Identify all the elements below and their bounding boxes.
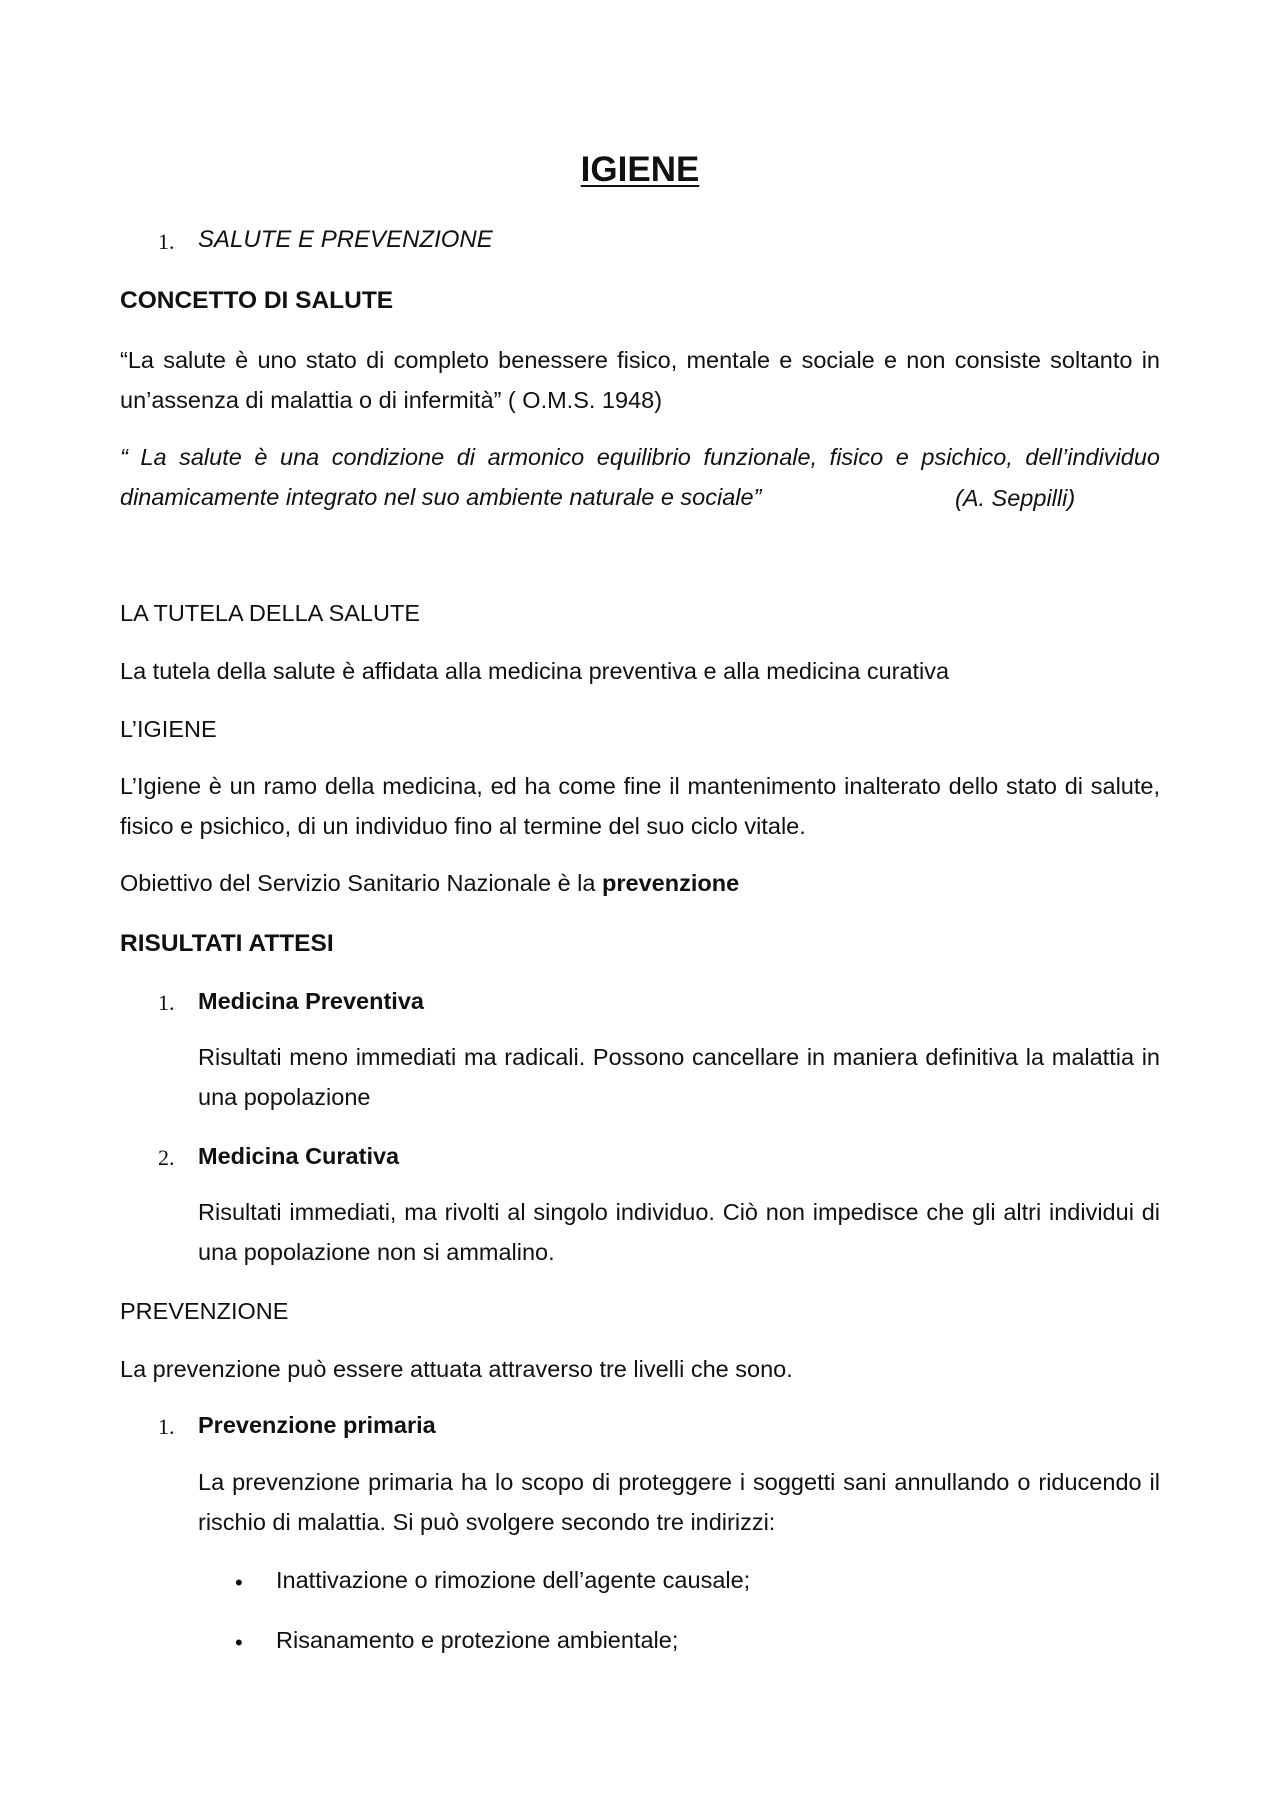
risultati-item-number: 1. — [158, 990, 175, 1015]
quote-oms: “La salute è uno stato di completo benessere fisico, mentale e sociale e non consiste soltanto in un’assenza di malattia o di infermità” ( O.M.S. 1948) — [120, 347, 1160, 413]
tutela-heading: LA TUTELA DELLA SALUTE — [120, 600, 420, 626]
bullet-icon: • — [235, 1630, 243, 1655]
quote-seppilli-author: (A. Seppilli) — [955, 485, 1076, 511]
objective-prefix: Obiettivo del Servizio Sanitario Nazionale è la — [120, 870, 596, 896]
section-heading: SALUTE E PREVENZIONE — [198, 226, 493, 253]
risultati-item-text: Risultati meno immediati ma radicali. Possono cancellare in maniera definitiva la malattia in una popolazione — [198, 1044, 1160, 1110]
bullet-item: Risanamento e protezione ambientale; — [276, 1627, 679, 1653]
igiene-objective — [120, 870, 739, 897]
igiene-text: L’Igiene è un ramo della medicina, ed ha come fine il mantenimento inalterato dello stato di salute, fisico e psichico, di un individuo fino al termine del suo ciclo vitale. — [120, 773, 1160, 839]
quote-seppilli: “ La salute è una condizione di armonico equilibrio funzionale, fisico e psichico, dell’individuo dinamicamente integrato nel suo ambiente naturale e sociale” — [120, 444, 1160, 510]
objective-bold: prevenzione — [602, 870, 740, 896]
igiene-heading: L’IGIENE — [120, 716, 217, 742]
risultati-item-text: Risultati immediati, ma rivolti al singolo individuo. Ciò non impedisce che gli altri individui di una popolazione non si ammalino. — [198, 1199, 1160, 1265]
bullet-icon: • — [235, 1570, 243, 1595]
risultati-item-title: Medicina Preventiva — [198, 988, 424, 1014]
risultati-item-number: 2. — [158, 1145, 175, 1170]
tutela-text: La tutela della salute è affidata alla medicina preventiva e alla medicina curativa — [120, 658, 950, 684]
prevenzione-primaria-title: Prevenzione primaria — [198, 1412, 436, 1438]
section-number: 1. — [158, 229, 175, 254]
risultati-heading: RISULTATI ATTESI — [120, 930, 334, 957]
prevenzione-primaria-number: 1. — [158, 1414, 175, 1439]
page-title-text: IGIENE — [580, 150, 700, 189]
bullet-item: Inattivazione o rimozione dell’agente causale; — [276, 1567, 751, 1593]
prevenzione-text: La prevenzione può essere attuata attraverso tre livelli che sono. — [120, 1356, 793, 1382]
concetto-heading: CONCETTO DI SALUTE — [120, 287, 394, 314]
prevenzione-heading: PREVENZIONE — [120, 1298, 289, 1324]
page-title — [0, 150, 1280, 190]
risultati-item-title: Medicina Curativa — [198, 1143, 400, 1169]
prevenzione-primaria-text: La prevenzione primaria ha lo scopo di proteggere i soggetti sani annullando o riducendo il rischio di malattia. Si può svolgere secondo tre indirizzi: — [198, 1469, 1160, 1535]
